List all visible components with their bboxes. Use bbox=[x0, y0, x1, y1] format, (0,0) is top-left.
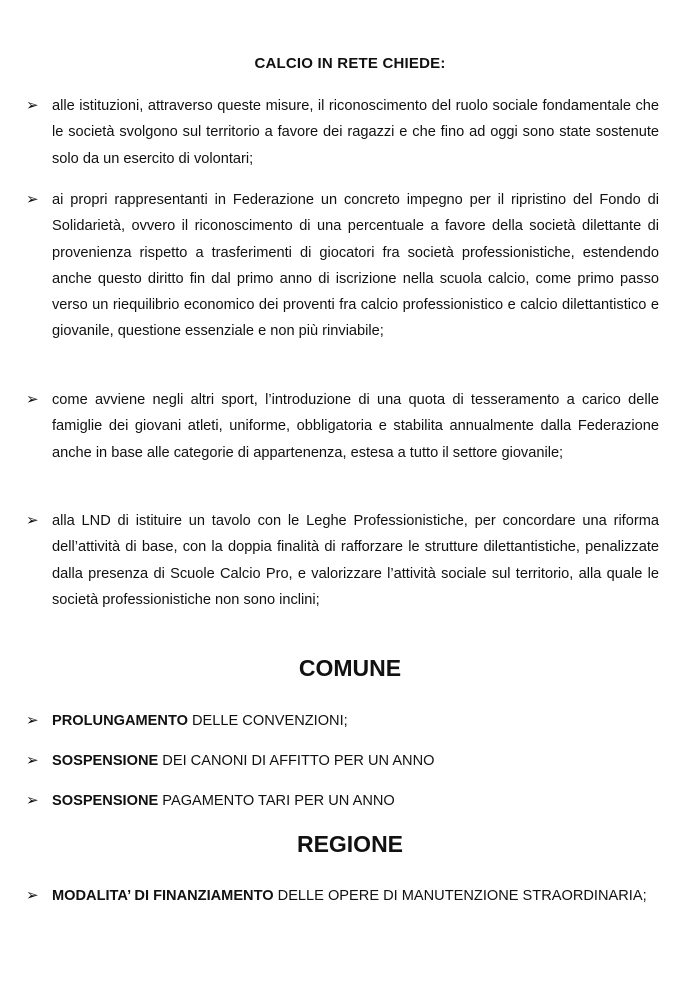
arrow-bullet-icon: ➢ bbox=[26, 191, 39, 208]
section-heading-comune: COMUNE bbox=[298, 655, 402, 681]
regione-item-bold: MODALITA’ DI FINANZIAMENTO bbox=[52, 888, 274, 904]
comune-item-bold: SOSPENSIONE bbox=[52, 793, 159, 809]
request-item bbox=[26, 387, 659, 466]
request-text: come avviene negli altri sport, l’introduzione di una quota di tesseramento a carico delle famiglie dei giovani atleti, uniforme, obbligatoria e stabilita annualmente dalla Federazione anche in base alle categorie di appartenenza, estesa a tutto il settore giovanile; bbox=[52, 392, 659, 461]
comune-item bbox=[26, 748, 659, 774]
section-heading-regione: REGIONE bbox=[296, 831, 404, 857]
comune-item-bold: PROLUNGAMENTO bbox=[52, 713, 188, 729]
arrow-bullet-icon: ➢ bbox=[26, 391, 39, 408]
arrow-bullet-icon: ➢ bbox=[26, 752, 39, 769]
comune-item-text: PAGAMENTO TARI PER UN ANNO bbox=[158, 793, 395, 809]
arrow-bullet-icon: ➢ bbox=[26, 887, 39, 904]
request-text: ai propri rappresentanti in Federazione un concreto impegno per il ripristino del Fondo di Solidarietà, ovvero il riconoscimento di una percentuale a favore della società dilettante di provenienza rispetto a trasferimenti di giocatori fra società professionistiche, estendendo anche questo diritto fin dal primo anno di iscrizione nella scuola calcio, come primo passo verso un riequilibrio economico dei proventi fra calcio professionistico e calcio dilettantistico e giovanile, questione essenziale e non più rinviabile; bbox=[52, 192, 659, 340]
request-item bbox=[26, 93, 659, 172]
comune-item-bold: SOSPENSIONE bbox=[52, 753, 159, 769]
arrow-bullet-icon: ➢ bbox=[26, 97, 39, 114]
request-text: alle istituzioni, attraverso queste misure, il riconoscimento del ruolo sociale fondamentale che le società svolgono sul territorio a favore dei ragazzi e che fino ad oggi sono state sostenute solo da un esercito di volontari; bbox=[52, 98, 659, 167]
arrow-bullet-icon: ➢ bbox=[26, 512, 39, 529]
request-item bbox=[26, 187, 659, 345]
regione-item-text: DELLE OPERE DI MANUTENZIONE STRAORDINARIA; bbox=[273, 888, 647, 904]
regione-item bbox=[26, 883, 659, 909]
arrow-bullet-icon: ➢ bbox=[26, 712, 39, 729]
comune-item-text: DEI CANONI DI AFFITTO PER UN ANNO bbox=[158, 753, 435, 769]
comune-item-text: DELLE CONVENZIONI; bbox=[187, 713, 348, 729]
arrow-bullet-icon: ➢ bbox=[26, 792, 39, 809]
request-item bbox=[26, 508, 659, 613]
section-heading-calcio-in-rete: CALCIO IN RETE CHIEDE: bbox=[254, 55, 446, 72]
comune-item bbox=[26, 708, 659, 734]
request-text: alla LND di istituire un tavolo con le Leghe Professionistiche, per concordare una riforma dell’attività di base, con la doppia finalità di rafforzare le strutture dilettantistiche, penalizzate dalla presenza di Scuole Calcio Pro, e valorizzare l’attività sociale sul territorio, alla quale le società professionistiche non sono inclini; bbox=[52, 513, 659, 608]
comune-item bbox=[26, 788, 659, 814]
